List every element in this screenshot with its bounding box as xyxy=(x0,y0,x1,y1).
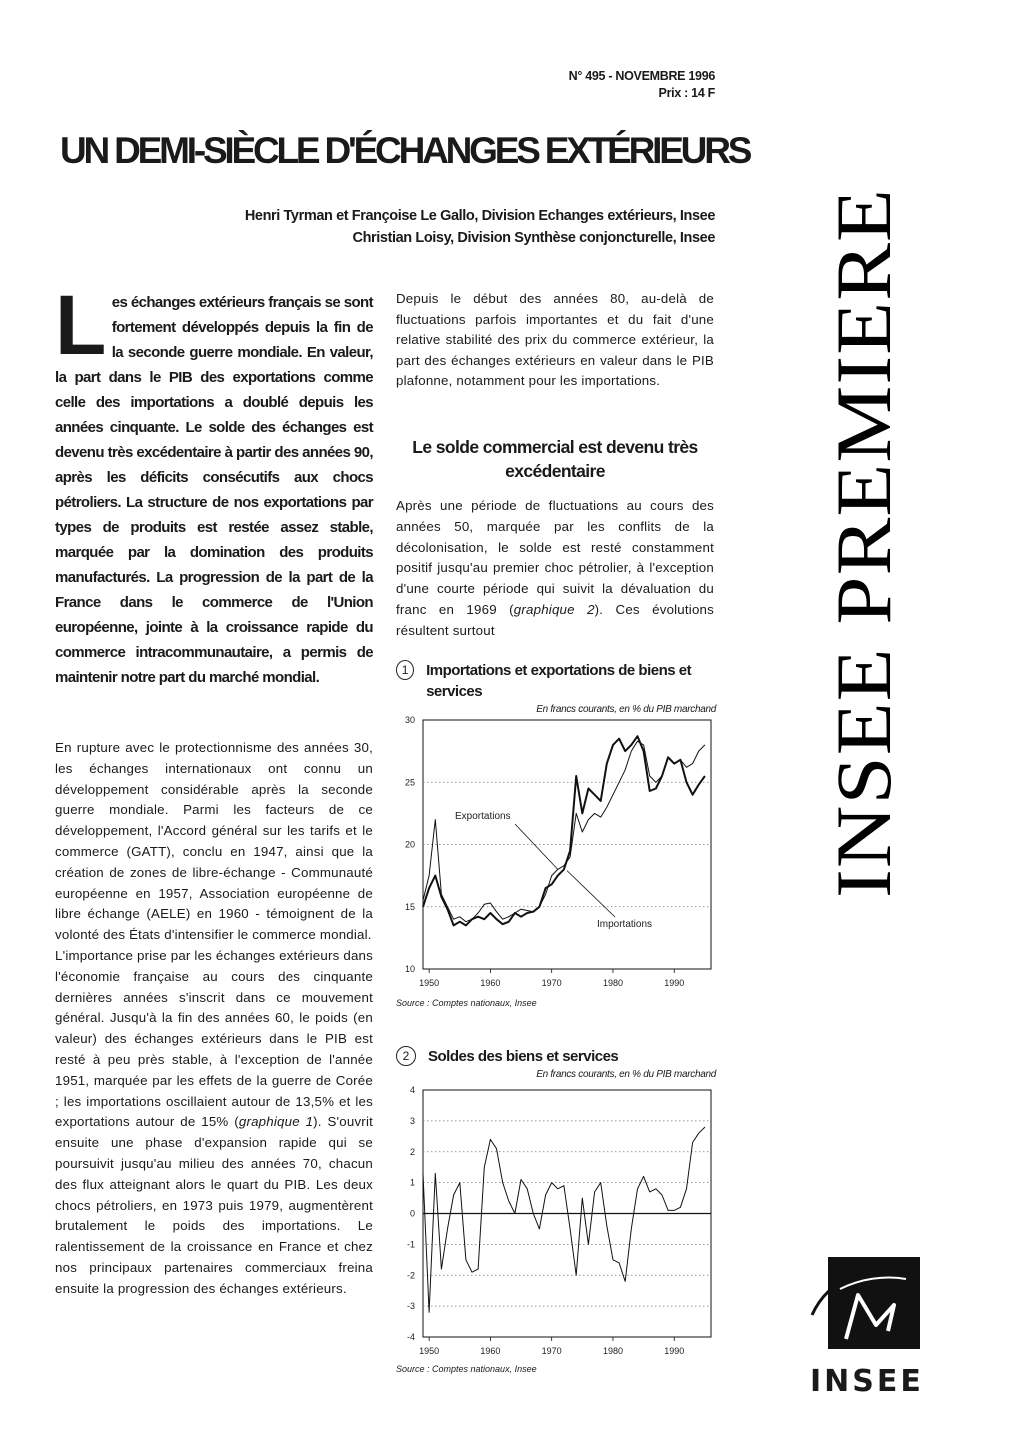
body-right-intro: Depuis le début des années 80, au-delà de fluctuations parfois importantes et du fait d'une relative stabilité des prix du commerce extérieur, la part des échanges extérieurs en valeur dans le PIB plafonne, notamment pour les importations. xyxy=(396,291,714,388)
body-paragraph-2-text-b: ). S'ouvrit ensuite une phase d'expansion rapide qui se poursuivit jusqu'au milieu des années 70, chacun des flux atteignant alors le quart du PIB. Les deux chocs pétroliers, en 1973 puis 1979, augmentèrent brutalement le poids des importations. Le ralentissement de la croissance en France et chez nos principaux partenaires commerciaux freina ensuite la progression des échanges extérieurs. xyxy=(55,1114,373,1296)
x-tick-label: 1960 xyxy=(480,1346,501,1356)
y-tick-label: 10 xyxy=(404,964,415,974)
body-paragraph-2-text-a: L'importance prise par les échanges extérieurs dans l'économie française au cours des cinquante dernières années s'inscrit dans ce mouvement général. Jusqu'à la fin des années 60, le poids (en valeur) des échanges extérieurs dans le PIB est resté à peu près stable, à l'exception de l'année 1951, marquée par les effets de la guerre de Corée ; les importations oscillaient autour de 13,5% et les exportations autour de 15% ( xyxy=(55,947,373,1130)
page-title: UN DEMI-SIÈCLE D'ÉCHANGES EXTÉRIEURS xyxy=(60,130,750,171)
y-tick-label: 3 xyxy=(409,1115,415,1126)
chart-1-source: Source : Comptes nationaux, Insee xyxy=(396,998,537,1008)
issue-info xyxy=(470,68,715,102)
y-tick-label: 30 xyxy=(404,715,415,725)
annotation-importations: Importations xyxy=(597,919,653,930)
y-tick-label: 2 xyxy=(409,1146,415,1157)
chart-1-header xyxy=(396,660,716,715)
chart-1-number: 1 xyxy=(396,660,414,680)
issue-number: N° 495 - NOVEMBRE 1996 xyxy=(568,69,715,83)
chart-2-unit: En francs courants, en % du PIB marchand xyxy=(536,1069,716,1080)
x-tick-label: 1980 xyxy=(602,1346,623,1356)
body-left-column xyxy=(55,738,373,1300)
section-subheading: Le solde commercial est devenu très excédentaire xyxy=(412,437,698,481)
series-line-exportations xyxy=(423,741,705,922)
authors-line-1: Henri Tyrman et Françoise Le Gallo, Division Echanges extérieurs, Insee xyxy=(244,208,715,224)
body-paragraph-1: En rupture avec le protectionnisme des années 30, les échanges internationaux ont connu un développement considérable après la seconde guerre mondiale. Parmi les facteurs de ce développement, l'Accord général sur les tarifs et le commerce (GATT), conclu en 1947, ainsi que la création de zones de libre-échange - Communauté européenne en 1957, Association européenne de libre échange (AELE) en 1960 - témoignent de la volonté des États d'intensifier le commerce mondial. xyxy=(55,740,373,943)
y-tick-label: -4 xyxy=(406,1332,415,1342)
insee-logo-mark xyxy=(810,1255,920,1355)
x-tick-label: 1980 xyxy=(602,978,623,988)
x-tick-label: 1970 xyxy=(541,978,562,988)
insee-premiere-vertical-title xyxy=(780,180,930,900)
chart-2-title: Soldes des biens et services xyxy=(428,1048,619,1065)
x-tick-label: 1950 xyxy=(419,978,440,988)
authors xyxy=(100,205,715,249)
x-tick-label: 1990 xyxy=(664,1346,685,1356)
body-paragraph-2 xyxy=(55,946,373,1300)
lead-paragraph xyxy=(55,278,373,690)
authors-line-2: Christian Loisy, Division Synthèse conjoncturelle, Insee xyxy=(352,230,715,246)
y-tick-label: 25 xyxy=(404,777,415,788)
graphique-1-reference: graphique 1 xyxy=(238,1114,314,1130)
annotation-importations-leader xyxy=(567,871,615,917)
body-right-paragraph xyxy=(396,496,714,642)
graphique-2-reference: graphique 2 xyxy=(513,601,595,617)
chart-2-source: Source : Comptes nationaux, Insee xyxy=(396,1364,537,1374)
y-tick-label: 15 xyxy=(404,901,415,912)
x-tick-label: 1960 xyxy=(480,978,501,988)
body-right-text-a: Après une période de fluctuations au cours des années 50, marquée par les conflits de la décolonisation, le solde est resté constamment positif jusqu'au premier choc pétrolier, à l'exception d'une courte période qui suivit la dévaluation du franc en 1969 ( xyxy=(396,498,714,617)
y-tick-label: 4 xyxy=(409,1085,415,1095)
y-tick-label: 1 xyxy=(409,1177,415,1188)
y-tick-label: 0 xyxy=(409,1208,415,1219)
chart-2-header xyxy=(396,1046,716,1080)
x-tick-label: 1970 xyxy=(541,1346,562,1356)
series-line-solde xyxy=(423,1127,705,1312)
insee-logo xyxy=(810,1255,924,1405)
series-line-importations xyxy=(423,736,705,925)
issue-price: Prix : 14 F xyxy=(658,86,715,100)
y-tick-label: -1 xyxy=(406,1239,415,1250)
chart-1-unit: En francs courants, en % du PIB marchand xyxy=(536,704,716,715)
chart-1-title: Importations et exportations de biens et services xyxy=(426,662,692,700)
x-tick-label: 1950 xyxy=(419,1346,440,1356)
y-tick-label: -2 xyxy=(406,1270,415,1281)
chart-1 xyxy=(385,712,720,1012)
body-right-text-b: ). Ces évolutions résultent surtout xyxy=(396,601,714,638)
chart-2 xyxy=(385,1082,720,1382)
insee-premiere-text: INSEE PREMIERE xyxy=(820,257,907,898)
y-tick-label: -3 xyxy=(406,1301,415,1312)
lead-text: es échanges extérieurs français se sont fortement développés depuis la fin de la seconde guerre mondiale. En valeur, la part dans le PIB des exportations comme celle des importations a doublé depuis les années cinquante. Le solde des échanges est devenu très excédentaire à partir des années 90, après les déficits consécutifs aux chocs pétroliers. La structure de nos exportations par types de produits est restée assez stable, marquée par la domination des produits manufacturés. La progression de la part de la France dans le commerce de l'Union européenne, jointe à la croissance rapide du commerce intracommunautaire, a permis de maintenir notre part du marché mondial. xyxy=(55,294,373,686)
chart-2-number: 2 xyxy=(396,1046,416,1066)
x-tick-label: 1990 xyxy=(664,978,685,988)
annotation-exportations-leader xyxy=(515,824,558,869)
drop-cap: L xyxy=(55,278,106,372)
y-tick-label: 20 xyxy=(404,839,415,850)
insee-logo-text: INSEE xyxy=(810,1364,924,1399)
annotation-exportations: Exportations xyxy=(455,811,511,822)
